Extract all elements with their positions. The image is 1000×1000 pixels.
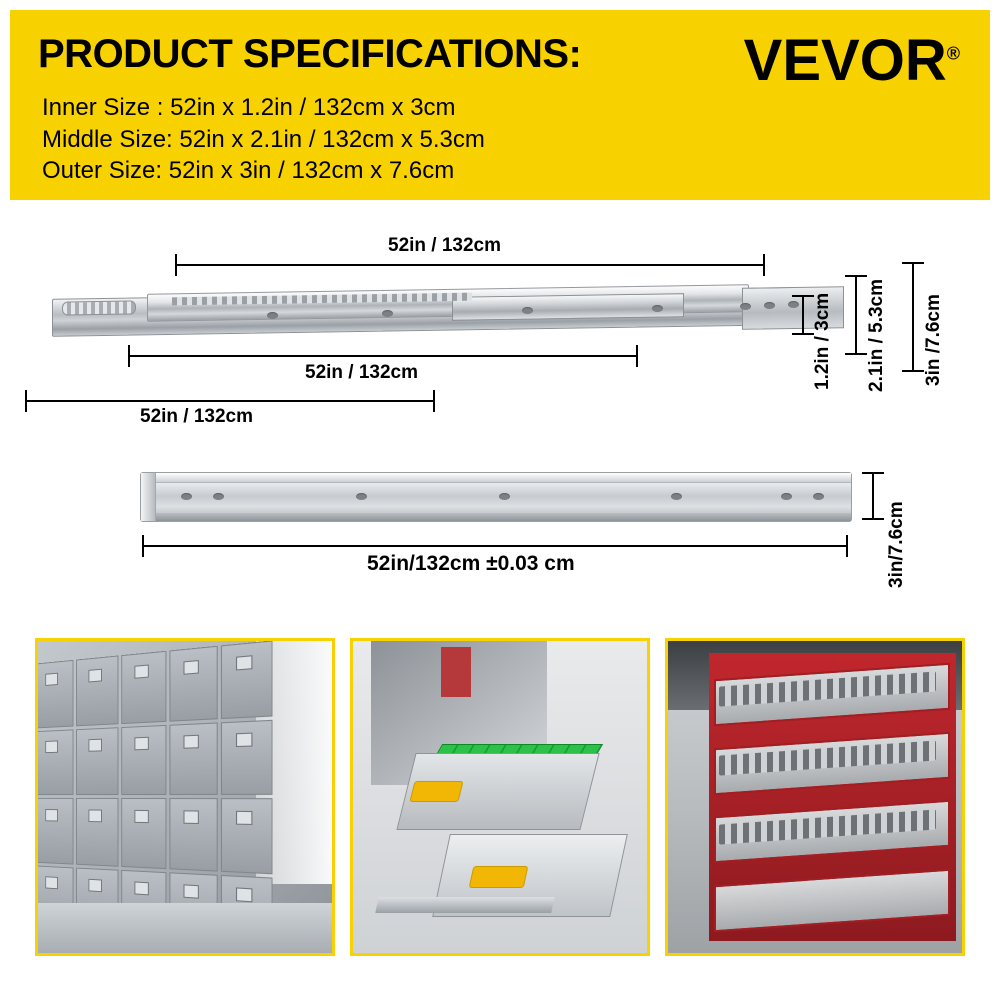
locker-cell: [122, 725, 167, 796]
dimension-tick: [128, 345, 130, 367]
mounting-hole: [356, 493, 367, 500]
tool-chest-scene: [668, 641, 962, 953]
locker-cell: [122, 798, 167, 869]
dimension-label-outer-height: 3in /7.6cm: [923, 294, 944, 386]
dimension-tick: [902, 262, 924, 264]
dimension-tick: [902, 370, 924, 372]
drawer-handle: [468, 866, 528, 888]
spec-line-middle: Middle Size: 52in x 2.1in / 132cm x 5.3cm: [42, 125, 485, 153]
brand-logo-text: VEVOR: [743, 28, 947, 93]
mounting-hole: [522, 307, 533, 314]
dimension-tick: [142, 535, 144, 557]
registered-mark: ®: [946, 43, 960, 64]
mounting-hole: [781, 493, 792, 500]
dimension-label-middle-height: 2.1in / 5.3cm: [866, 278, 887, 392]
red-equipment-part: [441, 647, 470, 697]
locker-cell: [170, 646, 218, 721]
dimension-tick: [845, 353, 867, 355]
mounting-hole: [267, 312, 278, 319]
dimension-label-bottom-height: 3in/7.6cm: [886, 501, 907, 588]
mounting-hole: [652, 305, 663, 312]
dimension-tick: [25, 390, 27, 412]
height-dimension-line-bottom: [872, 472, 874, 520]
rail-top-lip: [141, 473, 851, 483]
dimension-tick: [792, 295, 814, 297]
photo-workbench-green-drawer: [350, 638, 650, 956]
dimension-label-inner-length: 52in / 132cm: [140, 406, 254, 427]
locker-cell: [122, 651, 167, 724]
spec-line-inner: Inner Size : 52in x 1.2in / 132cm x 3cm: [42, 94, 456, 121]
brand-logo: [743, 28, 960, 93]
locker-cell: [221, 799, 273, 875]
locker-cell: [76, 798, 118, 866]
mounting-hole: [813, 493, 824, 500]
mounting-hole: [499, 493, 510, 500]
height-dimension-line-outer: [912, 262, 914, 372]
dimension-label-top-length: 52in / 132cm: [388, 235, 502, 256]
rail-bottom-lip: [141, 513, 851, 521]
locker-cell: [221, 720, 273, 796]
page-title: PRODUCT SPECIFICATIONS:: [38, 32, 582, 76]
mounting-hole: [788, 301, 799, 308]
photo-red-tool-chest: [665, 638, 965, 956]
locker-cell: [170, 799, 218, 872]
dimension-line-inner-length: [25, 400, 435, 402]
dimension-tick: [845, 275, 867, 277]
workbench-scene: [353, 641, 647, 953]
locker-cell: [76, 656, 118, 726]
spec-list: [42, 92, 485, 187]
photo-grey-filing-lockers: [35, 638, 335, 956]
dimension-tick: [636, 345, 638, 367]
dimension-line-outer-length: [175, 264, 765, 266]
ball-bearing-strip: [62, 300, 136, 315]
single-rail-illustration: [140, 472, 852, 522]
dimension-line-middle-length: [128, 355, 638, 357]
dimension-tick: [862, 518, 884, 520]
dimension-label-inner-height: 1.2in / 3cm: [812, 292, 833, 390]
rail-left-end: [141, 473, 156, 521]
dimension-tick: [175, 254, 177, 276]
dimension-line-bottom-length: [142, 545, 848, 547]
locker-cell: [76, 727, 118, 795]
dimension-label-bottom-length: 52in/132cm ±0.03 cm: [367, 552, 575, 575]
height-dimension-line-inner: [802, 295, 804, 335]
mounting-hole: [764, 302, 775, 309]
dimension-label-middle-length: 52in / 132cm: [305, 362, 419, 383]
dimension-tick: [862, 472, 884, 474]
dimension-tick: [846, 535, 848, 557]
locker-cell: [35, 660, 74, 728]
floor-surface: [38, 903, 332, 953]
locker-cell: [35, 798, 74, 864]
mounting-hole: [213, 493, 224, 500]
dimension-tick: [433, 390, 435, 412]
mounting-hole: [671, 493, 682, 500]
locker-scene: [38, 641, 332, 953]
mounting-hole: [740, 303, 751, 310]
drawer-handle: [409, 781, 463, 802]
application-photo-strip: [0, 630, 1000, 970]
red-tool-chest: [709, 653, 956, 940]
height-dimension-line-middle: [855, 275, 857, 355]
chest-drawer: [714, 869, 950, 933]
inner-rail-member: [452, 293, 684, 321]
mounting-hole: [181, 493, 192, 500]
installed-drawer-slide: [375, 897, 555, 913]
locker-cell: [170, 722, 218, 795]
locker-cell: [35, 729, 74, 795]
dimension-tick: [763, 254, 765, 276]
dimension-diagram: [0, 200, 1000, 620]
header-banner: [10, 10, 990, 200]
dimension-tick: [792, 333, 814, 335]
locker-cell: [221, 641, 273, 719]
mounting-hole: [382, 310, 393, 317]
slide-rail-assembly-illustration: [52, 285, 792, 335]
spec-line-outer: Outer Size: 52in x 3in / 132cm x 7.6cm: [42, 157, 455, 185]
